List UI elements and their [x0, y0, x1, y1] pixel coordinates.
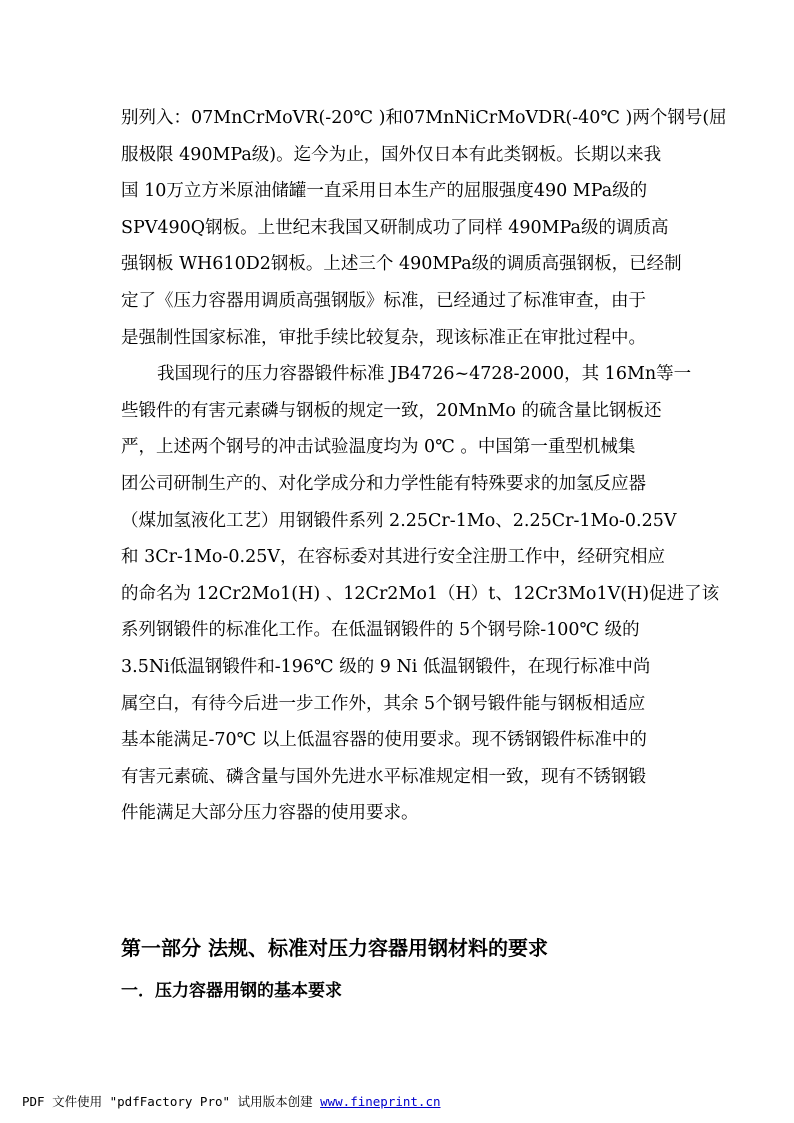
pdf-footer — [22, 1093, 441, 1111]
document-body — [121, 100, 727, 832]
paragraph-1 — [121, 100, 727, 356]
text-line: 些锻件的有害元素磷与钢板的规定一致，20MnMo 的硫含量比钢板还 — [121, 400, 662, 421]
text-line: 有害元素硫、磷含量与国外先进水平标准规定相一致，现有不锈钢锻 — [121, 766, 646, 787]
text-line: 服极限 490MPa级)。迄今为止，国外仅日本有此类钢板。长期以来我 — [121, 144, 662, 165]
text-line: 3.5Ni低温钢锻件和-196℃ 级的 9 Ni 低温钢锻件，在现行标准中尚 — [121, 656, 651, 677]
text-line: 件能满足大部分压力容器的使用要求。 — [121, 803, 419, 824]
footer-text: PDF 文件使用 "pdfFactory Pro" 试用版本创建 — [22, 1094, 321, 1109]
text-line: 和 3Cr-1Mo-0.25V，在容标委对其进行安全注册工作中，经研究相应 — [121, 547, 665, 568]
text-line: 国 10万立方米原油储罐一直采用日本生产的屈服强度490 MPa级的 — [121, 181, 648, 202]
text-line: 别列入：07MnCrMoVR(-20℃ )和07MnNiCrMoVDR(-40℃ )两个钢号(屈 — [121, 108, 727, 128]
text-line: 定了《压力容器用调质高强钢版》标准，已经通过了标准审查，由于 — [121, 290, 646, 311]
text-line: 属空白，有待今后进一步工作外，其余 5个钢号锻件能与钢板相适应 — [121, 693, 646, 714]
text-line: 强钢板 WH610D2钢板。上述三个 490MPa级的调质高强钢板，已经制 — [121, 254, 682, 275]
text-line: （煤加氢液化工艺）用钢锻件系列 2.25Cr-1Mo、2.25Cr-1Mo-0.25V — [121, 510, 677, 531]
text-line: 团公司研制生产的、对化学成分和力学性能有特殊要求的加氢反应器 — [121, 473, 646, 494]
text-line: 是强制性国家标准，审批手续比较复杂，现该标准正在审批过程中。 — [121, 327, 646, 348]
text-line: 严，上述两个钢号的冲击试验温度均为 0℃ 。中国第一重型机械集 — [121, 437, 636, 458]
footer-link[interactable]: www.fineprint.cn — [320, 1094, 441, 1109]
text-line: 基本能满足-70℃ 以上低温容器的使用要求。现不锈钢锻件标准中的 — [121, 730, 647, 751]
text-line: 的命名为 12Cr2Mo1(H) 、12Cr2Mo1（H）t、12Cr3Mo1V(H)促进了该 — [121, 583, 720, 604]
paragraph-2 — [121, 356, 720, 832]
part-heading: 第一部分 法规、标准对压力容器用钢材料的要求 — [121, 936, 548, 960]
text-line: SPV490Q钢板。上世纪末我国又研制成功了同样 490MPa级的调质高 — [121, 217, 669, 238]
text-line: 我国现行的压力容器锻件标准 JB4726~4728-2000，其 16Mn等一 — [157, 364, 692, 385]
text-line: 系列钢锻件的标准化工作。在低温钢锻件的 5个钢号除-100℃ 级的 — [121, 620, 640, 641]
section-heading: 一．压力容器用钢的基本要求 — [121, 981, 342, 1001]
